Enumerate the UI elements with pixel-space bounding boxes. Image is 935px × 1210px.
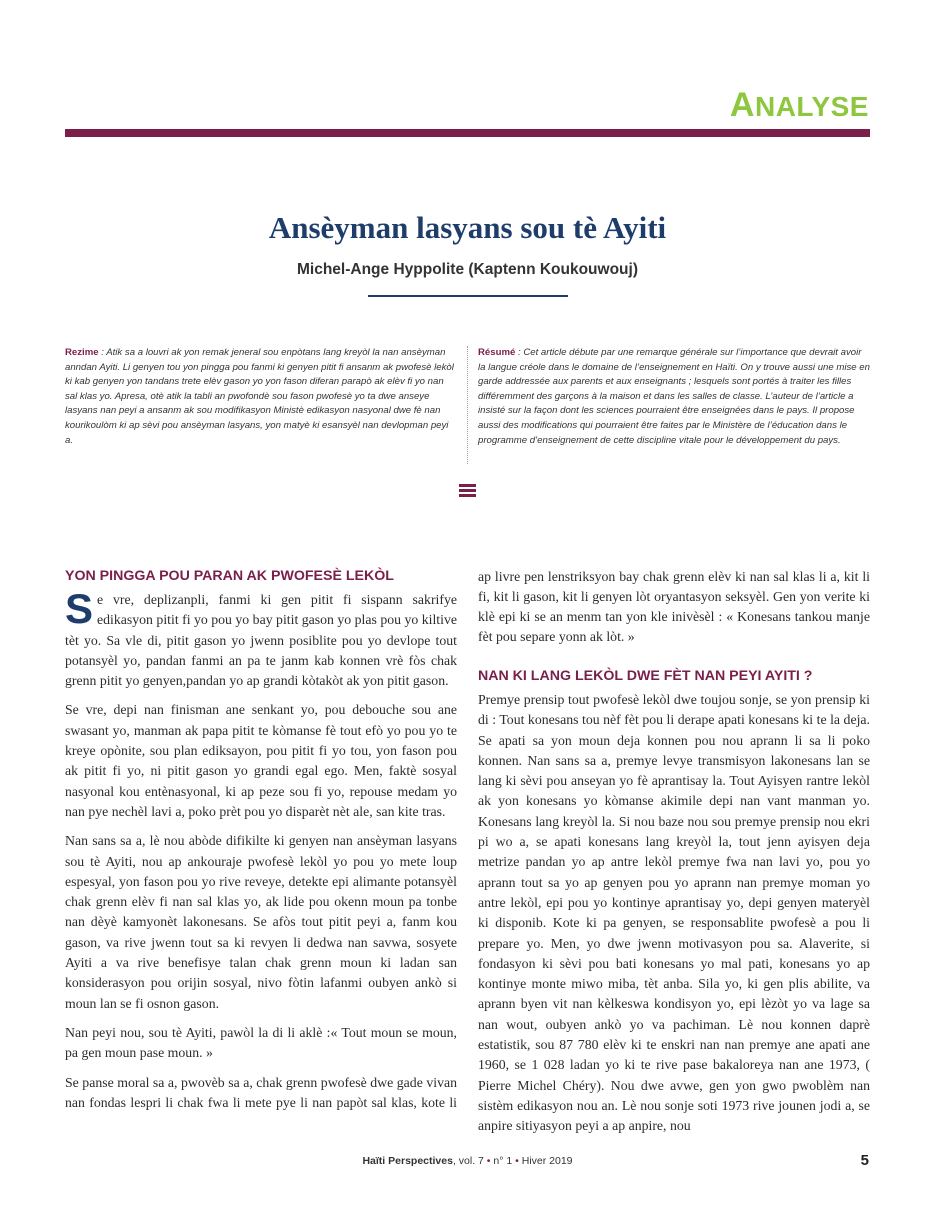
paragraph-4: Nan peyi nou, sou tè Ayiti, pawòl la di li aklè :« Tout moun se moun, pa gen moun pase moun. » (65, 1024, 457, 1061)
paragraph-3: Nan sans sa a, lè nou abòde difikilte ki genyen nan ansèyman lasyans sou tè Ayiti, nou ap ankouraje pwofesè lekòl yo pou yo mete loup espesyal, yon fason pou yo rive reveye, detekte epi alimante potansyèl chak grenn elèv fi nan sal klas yo, ak lide pou okenn moun pa tonbe nan dèyè kamyonèt lakonesans. Se afòs tout pitit peyi a, fanm kou gason, va rive jwenn tout sa ki revyen li dedwa nan savwa, sosyete Ayiti a va rive benefisye talan chak grenn moun ki ladan san konsiderasyon pou orijin sosyal, nivo fòtin lafanmi oubyen ankò si moun lan se fi osnon gason. (65, 833, 457, 1011)
paragraph-1 (65, 585, 457, 691)
paragraph-5: Se panse moral sa a, pwovèb sa a, chak grenn pwofesè dwe gade vivan nan fondas lespri li chak fwa li mete pye li nan papòt sal klas, kote li (65, 1074, 457, 1110)
paragraph-2: Se vre, depi nan finisman ane senkant yo, pou debouche sou ane swasant yo, manman ak papa pitit te kòmanse fè tout efò yo pou yo te kreye opònite, sou plan ediksayon, pou pitit fi yo tou, yon fason pou ak pitit fi yo, ni pitit gason yo grandi egal ego. Men, faktè sosyal nasyonal kou entènasyonal, ki ap peze sou fi yo, repouse medam yo nan pye nechèl lavi a, poko prèt pou yo disparèt nèt ale, san kite tras. (65, 702, 457, 819)
journal-number: n° 1 (490, 1155, 516, 1167)
footer (0, 1155, 935, 1167)
abstract-kreyol (65, 346, 458, 448)
body-column-left (65, 566, 457, 1113)
paragraph-5-continued-text: ap livre pen lenstriksyon bay chak grenn elèv ki nan sal klas li a, kit li fi, kit li gason, kit li genyen lòt oryantasyon seksyèl. Gen yon verite ki klè epi ki se an menm tan yon kle inivèsèl : « Konesans tankou manje fèt pou separe yonn ak lòt. » (478, 568, 870, 645)
body-column-right (478, 566, 870, 1146)
title-divider (368, 295, 568, 297)
paragraph-6: Premye prensip tout pwofesè lekòl dwe toujou sonje, se yon prensip ki di : Tout konesans tou nèf fèt pou li derape apati konesans ki te la deja. Se apati sa yon moun deja konnen pou nou aprann li sa li poko konnen. Nan sans sa a, premye levye transmisyon lakonesans lan se lang ki sèvi pou anseyan yo fè aprantisay la. Tout Ayisyen rantre lekòl ak yon konesans yo kòmanse akimile depi nan vant manman yo. Konesans lang kreyòl la. Si nou baze nou sou premye prensip nou ekri pi wo a, se apati konesans lang kreyòl la, tout jenn ayisyen deja metrize pandan yo ap antre lekòl premye fwa nan lavi yo, pou yo aprann tout sa yo ap genyen pou yo aprann nan premye moman yo antre lekòl, epi pou yo kontinye aprantisay yo, depi genyen materyèl ki disponib. Kote ki pa genyen, se responsablite pwofesè a pou li prepare yo. Men, yo dwe jwenn motivasyon pou sa. Alaverite, si fondasyon ki sèvi pou bati konesans yo mal pati, konesans yo ap kontinye monte miwo miba, tèt anba. Sila yo, ki gen plis abilite, va aprann byen vit nan kèlkeswa kondisyon yo, epi lèzòt yo va lage sa nan wout, oubyen ankò yo va pachiman. Lè nou konnen daprè estatistik, sou 87 780 elèv ki te enskri nan nan premye ane apati ane 1960, se 1 028 ladan yo ki te rive pase bakaloreya nan ane 1973, ( Pierre Michel Chéry). Nou dwe avwe, gen yon gwo pwoblèm nan sistèm edikasyon nou an. Lè nou sonje soti 1973 rive jounen jodi a, se anpire sitiyasyon peyi a ap anpire, nou (478, 692, 870, 1134)
footer-separator: • (486, 1155, 491, 1167)
footer-separator: • (515, 1155, 519, 1167)
section-label-rest: NALYSE (754, 91, 869, 122)
section-heading-lang-lekol: NAN KI LANG LEKÒL DWE FÈT NAN PEYI AYITI ? (478, 668, 813, 684)
abstract-kreyol-text: : Atik sa a louvri ak yon remak jeneral sou enpòtans lang kreyòl la nan ansèyman anndan Ayiti. Li genyen tou yon pingga pou fanmi ki genyen pitit fi ansanm ak pwofesè lekòl ki kab genyen yon tandans trete elèv gason yo yon fason diferan parapò ak elèv fi yo nan sal klas yo. Apresa, otè atik la tabli an pwofondè sou fason pwofesè yo ta dwe anseye lasyans nan peyi a ansanm ak sou modifikasyon Ministè edikasyon nasyonal dwe fè nan kourikoulòm ki ap sèvi pou ansèyman lasyans, yon matyè ki esansyèl nan devlopman peyi a. (65, 347, 454, 446)
paragraph-1-text: e vre, deplizanpli, fanmi ki gen pitit fi sispann sakrifye edikasyon pitit fi yo pou yo bay pitit gason yo plas pou yo kiltive tèt yo. Sa vle di, pitit gason yo jwenn posiblite pou yo devlope tout potansyèl yo, pandan fanmi an pa te janm kab konnen vrè fòs chak grenn pitit yo genyen,pandan yo ap grandi kòtakòt ak yon pitit gason. (65, 592, 457, 689)
paragraph-5-continued (478, 566, 870, 646)
abstract-kreyol-label: Rezime (65, 347, 99, 358)
abstract-divider (467, 346, 468, 464)
section-label-initial: A (729, 86, 755, 124)
header-rule (65, 129, 870, 137)
journal-volume: , vol. 7 (452, 1155, 487, 1167)
abstract-french-label: Résumé (478, 347, 516, 358)
section-heading-pingga: YON PINGGA POU PARAN AK PWOFESÈ LEKÒL (65, 568, 394, 584)
dropcap: S (65, 585, 94, 632)
page-number: 5 (860, 1152, 869, 1169)
article-author: Michel-Ange Hyppolite (Kaptenn Koukouwouj) (297, 261, 638, 278)
abstract-french (478, 346, 871, 448)
journal-name: Haïti Perspectives (362, 1155, 453, 1167)
abstract-french-text: : Cet article débute par une remarque générale sur l’importance que devrait avoir la langue créole dans le domaine de l’enseignement en Haïti. On y trouve aussi une mise en garde addressée aux parents et aux enseignants ; lesquels sont portés à traiter les filles différemment des garçons à la maison et dans les salles de classe. L’auteur de l’article a insisté sur la façon dont les sciences pourraient être enseignées dans le pays. Il propose aussi des modifications qui pourraient être faites par le Ministère de l’éducation dans le programme d’enseignement de cette discipline vitale pour le développement du pays. (478, 347, 870, 446)
ornament-bars-icon (459, 484, 476, 498)
article-title: Ansèyman lasyans sou tè Ayiti (268, 210, 667, 245)
journal-season: Hiver 2019 (518, 1155, 573, 1167)
section-label (730, 86, 869, 125)
